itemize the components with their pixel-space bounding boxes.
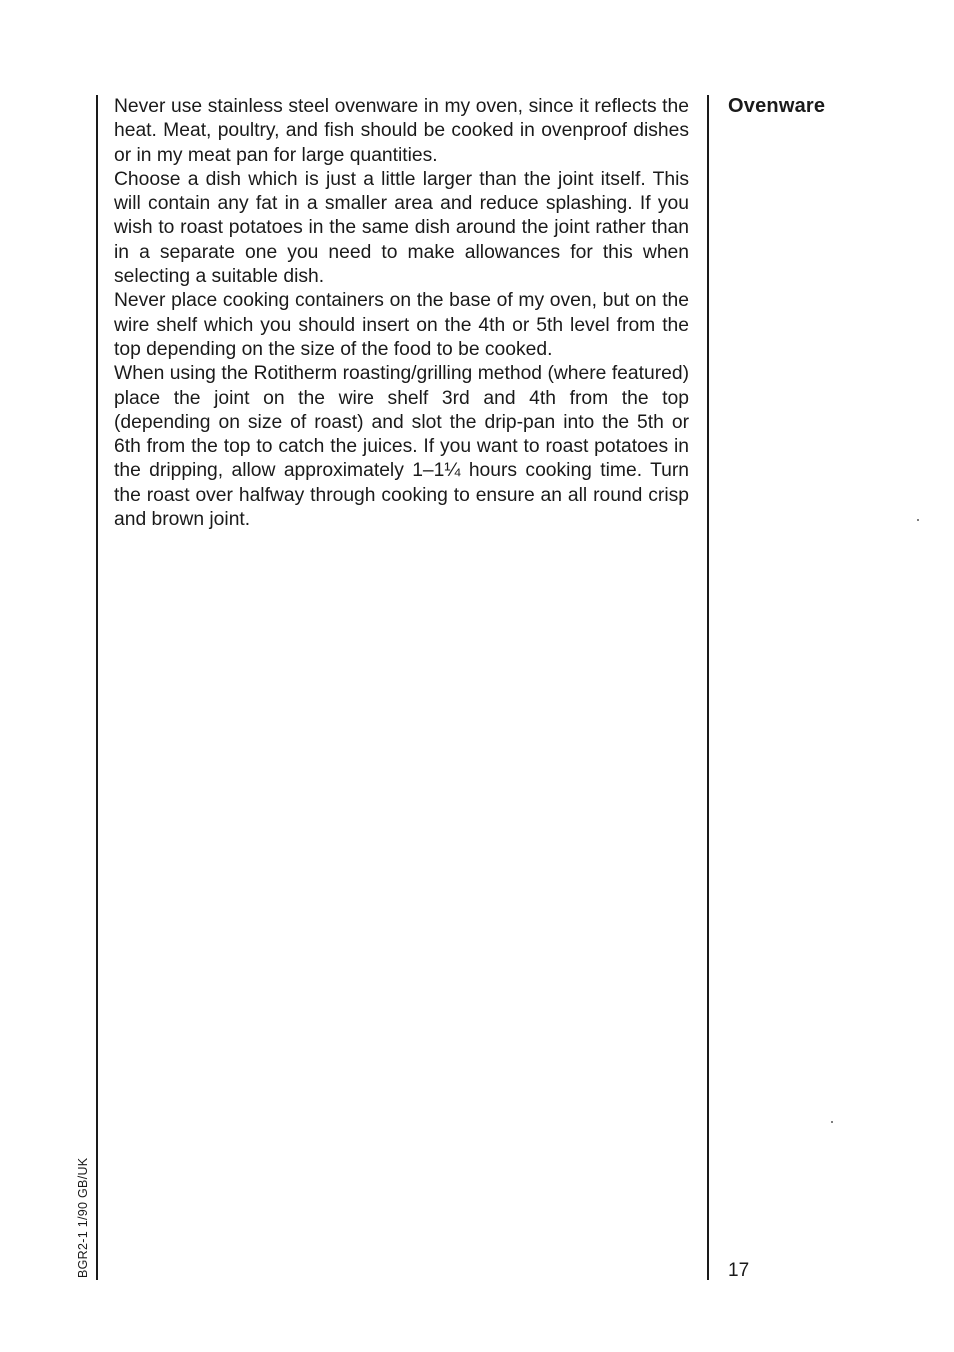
- page-number: 17: [728, 1260, 750, 1281]
- scan-speck: [831, 1121, 833, 1123]
- paragraph-stainless-steel: Never use stainless steel ovenware in my oven, since it reflects the heat. Meat, poultry, and fish should be cooked in ovenproof dishes or in my meat pan for large quantities.: [114, 96, 689, 166]
- document-code: BGR2-1 1/90 GB/UK: [76, 1157, 90, 1278]
- right-column-rule: [707, 95, 709, 1280]
- body-text: [114, 95, 689, 532]
- section-heading: Ovenware: [728, 95, 826, 117]
- paragraph-dish-size: Choose a dish which is just a little larger than the joint itself. This will contain any fat in a smaller area and reduce splashing. If you wish to roast potatoes in the same dish around the joint rather than in a separate one you need to make allowances for this when selecting a suitable dish.: [114, 168, 689, 288]
- left-margin-rule: [96, 95, 98, 1280]
- paragraph-rotitherm: When using the Rotitherm roasting/grilling method (where featured) place the joint on the wire shelf 3rd and 4th from the top (depending on size of roast) and slot the drip-pan into the 5th or 6th from the top to catch the juices. If you want to roast potatoes in the dripping, allow approximately 1–1¼ hours cooking time. Turn the roast over halfway through cooking to ensure an all round crisp and brown joint.: [114, 363, 689, 531]
- scan-speck: [917, 519, 919, 521]
- paragraph-container-placement: Never place cooking containers on the base of my oven, but on the wire shelf which you should insert on the 4th or 5th level from the top depending on the size of the food to be cooked.: [114, 290, 689, 360]
